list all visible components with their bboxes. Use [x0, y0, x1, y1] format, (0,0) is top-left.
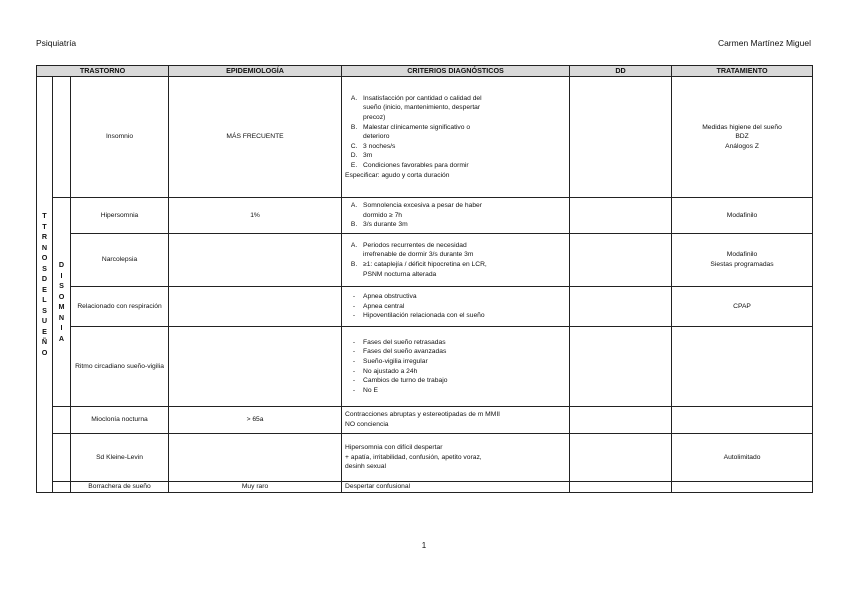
criteria-line [345, 311, 566, 321]
group-label-letter: T [42, 221, 47, 231]
criteria-marker: - [352, 348, 356, 356]
criteria-marker: A. [350, 241, 358, 249]
criteria-line [345, 338, 566, 348]
epidemiology-cell [169, 234, 342, 287]
criteria-line [345, 270, 566, 280]
subgroup-spacer [53, 434, 71, 482]
dd-cell [570, 77, 672, 198]
criteria-text: Despertar confusional [345, 483, 411, 491]
epidemiology-cell [169, 198, 342, 234]
group-label-letter: E [42, 326, 47, 336]
criteria-marker: - [352, 386, 356, 394]
treatment-text: Medidas higiene del sueño [702, 123, 782, 131]
subgroup-label-letter: N [58, 312, 65, 322]
disorder-name [71, 482, 169, 493]
group-label-trastornos-sueno [37, 77, 53, 493]
subgroup-label-letter: O [58, 291, 65, 301]
criteria-text: Insatisfacción por cantidad o calidad del [363, 94, 482, 102]
group-label-letter: L [42, 295, 47, 304]
disorder-name-text: Mioclonía nocturna [91, 416, 148, 424]
page-number: 1 [421, 541, 427, 550]
treatment-cell [672, 77, 813, 198]
col-header-epidemiologia: EPIDEMIOLOGÍA [169, 66, 342, 77]
treatment-text: Análogos Z [725, 142, 759, 150]
criteria-marker [345, 270, 363, 280]
criteria-line [345, 292, 566, 302]
subgroup-label-letter: A [58, 333, 65, 343]
criteria-cell [342, 234, 570, 287]
criteria-marker [345, 211, 363, 221]
criteria-marker: C. [350, 142, 358, 150]
criteria-line [345, 241, 566, 251]
criteria-text: dormido ≥ 7h [363, 211, 403, 219]
criteria-marker: E. [350, 161, 358, 169]
epidemiology-cell [169, 482, 342, 493]
criteria-text: Condiciones favorables para dormir [363, 161, 469, 169]
criteria-specifier: Especificar: agudo y corta duración [345, 171, 450, 179]
criteria-text: Sueño-vigilia irregular [363, 357, 428, 365]
criteria-line [345, 151, 566, 161]
criteria-text: + apatía, irritabilidad, confusión, apetito voraz, [345, 453, 482, 461]
criteria-line [345, 161, 566, 171]
criteria-line [345, 376, 566, 386]
disorder-name-text: Hipersomnia [100, 211, 139, 219]
criteria-marker: - [352, 312, 356, 320]
criteria-text: desinh sexual [345, 463, 386, 471]
disorder-name [71, 198, 169, 234]
disorder-name-text: Insomnio [105, 133, 134, 141]
group-label-letter: T [42, 211, 47, 220]
dd-cell [570, 434, 672, 482]
group-label-letter: Ñ [41, 337, 48, 346]
treatment-text: Modafinilo [726, 251, 758, 259]
col-header-tratamiento: TRATAMIENTO [672, 66, 813, 77]
criteria-cell [342, 287, 570, 327]
subgroup-label-letter: S [59, 281, 64, 290]
treatment-cell [672, 198, 813, 234]
treatment-cell [672, 407, 813, 434]
criteria-line [345, 201, 566, 211]
subgroup-spacer [53, 482, 71, 493]
document-author: Carmen Martínez Miguel [717, 38, 811, 48]
subgroup-spacer [53, 407, 71, 434]
criteria-line [345, 260, 566, 270]
document-subject: Psiquiatría [36, 38, 77, 48]
dd-cell [570, 198, 672, 234]
table-row [37, 407, 813, 434]
criteria-line [345, 347, 566, 357]
criteria-text: sueño (inicio, mantenimiento, despertar [363, 104, 481, 112]
treatment-cell [672, 234, 813, 287]
treatment-text: Siestas programadas [710, 261, 774, 268]
criteria-line [345, 302, 566, 312]
group-label-letter: D [41, 274, 48, 283]
group-label-letter: S [42, 305, 47, 315]
subgroup-label-letter: D [58, 260, 65, 269]
criteria-line [345, 220, 566, 230]
criteria-marker: A. [350, 94, 358, 102]
disorder-name-text: Narcolepsia [101, 256, 138, 264]
criteria-text: deterioro [363, 133, 390, 141]
criteria-line [345, 211, 566, 221]
epidemiology-cell [169, 407, 342, 434]
criteria-text: Apnea obstructiva [363, 293, 417, 301]
criteria-text: PSNM nocturna alterada [363, 270, 437, 278]
criteria-text: No E [363, 386, 378, 394]
criteria-text: 3/s durante 3m [363, 221, 408, 229]
disorder-name [71, 234, 169, 287]
col-header-criterios: CRITERIOS DIAGNÓSTICOS [342, 66, 570, 77]
col-header-dd: DD [570, 66, 672, 77]
criteria-text: Somnolencia excesiva a pesar de haber [363, 202, 482, 210]
table-row [37, 482, 813, 493]
epidemiology-text: MÁS FRECUENTE [226, 133, 284, 141]
criteria-marker: B. [350, 123, 358, 131]
criteria-cell [342, 77, 570, 198]
criteria-line [345, 357, 566, 367]
disorder-name-text: Ritmo circadiano sueño-vigilia [75, 362, 164, 370]
criteria-marker: A. [350, 202, 358, 210]
criteria-text: precoz) [363, 114, 386, 122]
subgroup-spacer [53, 77, 71, 198]
disorder-name [71, 77, 169, 198]
criteria-text: Periodos recurrentes de necesidad [363, 241, 467, 249]
disorder-name-text: Relacionado con respiración [77, 302, 162, 310]
epidemiology-text: 1% [250, 211, 260, 219]
criteria-marker: - [352, 293, 356, 301]
criteria-marker [345, 103, 363, 113]
epidemiology-cell [169, 287, 342, 327]
criteria-line [345, 250, 566, 260]
dd-cell [570, 287, 672, 327]
criteria-text: Apnea central [363, 302, 405, 310]
group-label-letter: U [41, 316, 48, 325]
treatment-text: Autolimitado [723, 453, 761, 461]
disorder-name [71, 434, 169, 482]
criteria-marker: D. [350, 152, 358, 160]
epidemiology-cell [169, 77, 342, 198]
table-row [37, 234, 813, 287]
criteria-text: Cambios de turno de trabajo [363, 377, 448, 385]
treatment-text: BDZ [735, 133, 749, 141]
group-label-letter: S [42, 263, 47, 273]
table-row [37, 434, 813, 482]
table-header-row [37, 66, 813, 77]
subgroup-label-letter: I [60, 323, 63, 332]
criteria-text: irrefrenable de dormir 3/s durante 3m [363, 251, 474, 259]
criteria-text: ≥1: cataplejía / déficit hipocretina en LCR, [363, 261, 487, 268]
criteria-marker: - [352, 357, 356, 365]
disorder-name-text: Borrachera de sueño [88, 483, 151, 491]
criteria-text: No ajustado a 24h [363, 367, 418, 375]
criteria-line [345, 94, 566, 104]
criteria-marker [345, 132, 363, 142]
criteria-marker: - [352, 377, 356, 385]
treatment-text: CPAP [733, 302, 751, 310]
criteria-text: Fases del sueño avanzadas [363, 348, 447, 356]
dd-cell [570, 234, 672, 287]
criteria-line [345, 386, 566, 396]
disorder-name-text: Sd Kleine-Levin [96, 453, 143, 461]
criteria-text: NO conciencia [345, 421, 389, 428]
col-header-trastorno: TRASTORNO [37, 66, 169, 77]
epidemiology-text: Muy raro [241, 483, 269, 491]
subgroup-label-disomnia [53, 198, 71, 407]
group-label-letter: E [42, 284, 47, 294]
criteria-marker [345, 250, 363, 260]
dd-cell [570, 407, 672, 434]
criteria-line [345, 113, 566, 123]
group-label-letter: O [41, 347, 48, 357]
table-row [37, 77, 813, 198]
criteria-text: Hipoventilación relacionada con el sueño [363, 312, 485, 320]
disorder-name [71, 407, 169, 434]
treatment-text: Modafinilo [726, 211, 758, 219]
criteria-text: 3 noches/s [363, 142, 396, 150]
table-row [37, 198, 813, 234]
criteria-cell [342, 327, 570, 407]
table-row [37, 287, 813, 327]
epidemiology-cell [169, 434, 342, 482]
criteria-marker [345, 113, 363, 123]
criteria-line [345, 132, 566, 142]
criteria-cell [342, 434, 570, 482]
treatment-cell [672, 327, 813, 407]
disorder-name [71, 327, 169, 407]
group-label-letter: O [41, 253, 48, 262]
criteria-cell [342, 407, 570, 434]
criteria-marker: - [352, 302, 356, 310]
group-label-letter: N [41, 242, 48, 252]
criteria-line [345, 142, 566, 152]
treatment-cell [672, 482, 813, 493]
subgroup-label-letter: I [60, 270, 63, 280]
criteria-marker: - [352, 367, 356, 375]
criteria-line [345, 123, 566, 133]
criteria-marker: B. [350, 221, 358, 229]
epidemiology-text: > 65a [246, 416, 264, 424]
criteria-marker: - [352, 338, 356, 346]
epidemiology-cell [169, 327, 342, 407]
dd-cell [570, 482, 672, 493]
criteria-marker: B. [350, 261, 358, 268]
criteria-text: Contracciones abruptas y estereotipadas de m MMII [345, 411, 501, 419]
criteria-line [345, 367, 566, 377]
disorder-name [71, 287, 169, 327]
table-row [37, 327, 813, 407]
dd-cell [570, 327, 672, 407]
group-label-letter: R [41, 232, 48, 241]
criteria-text: Fases del sueño retrasadas [363, 338, 446, 346]
treatment-cell [672, 434, 813, 482]
disorders-table [36, 65, 813, 493]
criteria-text: Hipersomnia con difícil despertar [345, 444, 443, 452]
criteria-text: 3m [363, 152, 373, 160]
criteria-cell [342, 198, 570, 234]
treatment-cell [672, 287, 813, 327]
criteria-text: Malestar clínicamente significativo o [363, 123, 471, 131]
criteria-line [345, 103, 566, 113]
criteria-cell [342, 482, 570, 493]
subgroup-label-letter: M [58, 302, 65, 311]
